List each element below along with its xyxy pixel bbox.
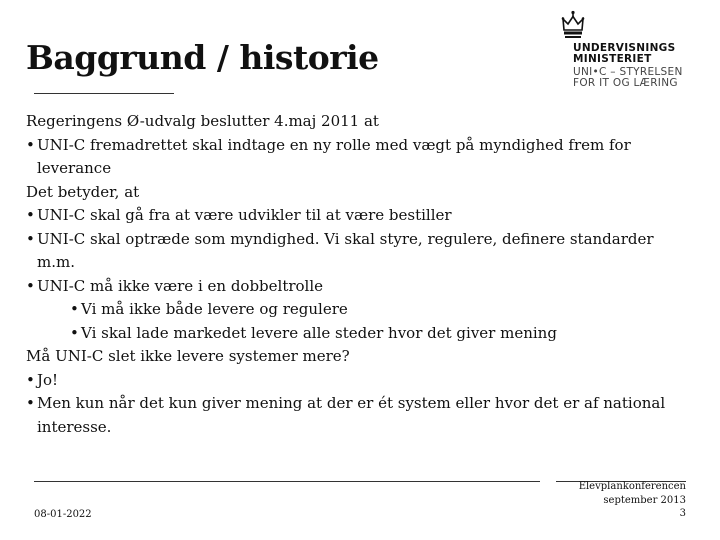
logo-line-3: UNI•C – STYRELSEN bbox=[573, 66, 683, 78]
bullet-item bbox=[26, 275, 696, 299]
bullet-glyph: • bbox=[70, 323, 79, 342]
bullet-item bbox=[26, 134, 696, 158]
body-text-line bbox=[26, 181, 696, 205]
bullet-item bbox=[26, 251, 696, 275]
footer-page-number: 3 bbox=[679, 508, 686, 519]
slide-title: Baggrund / historie bbox=[26, 38, 379, 77]
bullet-item bbox=[26, 392, 696, 416]
line-text: Det betyder, at bbox=[26, 182, 140, 201]
line-text: Men kun når det kun giver mening at der er ét system eller hvor det er af national bbox=[37, 394, 666, 412]
bullet-item bbox=[26, 416, 696, 440]
line-text: Må UNI-C slet ikke levere systemer mere? bbox=[26, 347, 350, 365]
line-text: interesse. bbox=[37, 417, 112, 436]
bullet-item bbox=[26, 369, 696, 393]
bullet-glyph: • bbox=[26, 276, 35, 295]
line-text: Regeringens Ø-udvalg beslutter 4.maj 2011 at bbox=[26, 112, 379, 130]
bullet-glyph: • bbox=[26, 370, 35, 389]
logo-line-4: FOR IT OG LÆRING bbox=[573, 77, 678, 89]
bullet-glyph: • bbox=[26, 229, 35, 248]
body-text-line bbox=[26, 345, 696, 369]
bullet-item bbox=[26, 322, 696, 346]
bullet-glyph: • bbox=[26, 135, 35, 154]
title-underline bbox=[34, 93, 174, 94]
footer-rule bbox=[34, 481, 540, 482]
logo-line-1: UNDERVISNINGS bbox=[573, 42, 676, 54]
line-text: Vi må ikke både levere og regulere bbox=[81, 300, 348, 318]
logo-line-2: MINISTERIET bbox=[573, 53, 652, 65]
line-text: UNI-C må ikke være i en dobbeltrolle bbox=[37, 276, 324, 295]
bullet-item bbox=[26, 298, 696, 322]
ministry-logo bbox=[555, 10, 695, 100]
bullet-glyph: • bbox=[26, 206, 35, 224]
footer-event bbox=[579, 480, 686, 521]
line-text: UNI-C skal gå fra at være udvikler til at være bestiller bbox=[37, 206, 452, 224]
footer-event-date: september 2013 bbox=[603, 494, 686, 506]
bullet-item bbox=[26, 157, 696, 181]
line-text: UNI-C fremadrettet skal indtage en ny rolle med vægt på myndighed frem for bbox=[37, 135, 631, 154]
bullet-item bbox=[26, 204, 696, 228]
slide-body bbox=[26, 110, 696, 439]
bullet-glyph: • bbox=[26, 394, 35, 412]
line-text: Jo! bbox=[37, 370, 59, 389]
footer-date: 08-01-2022 bbox=[34, 509, 92, 520]
line-text: Vi skal lade markedet levere alle steder hvor det giver mening bbox=[81, 323, 557, 342]
line-text: leverance bbox=[37, 159, 112, 177]
body-text-line bbox=[26, 110, 696, 134]
bullet-glyph: • bbox=[70, 300, 79, 318]
crown-icon bbox=[561, 10, 585, 40]
bullet-item bbox=[26, 228, 696, 252]
line-text: UNI-C skal optræde som myndighed. Vi skal styre, regulere, definere standarder bbox=[37, 229, 654, 248]
footer-event-name: Elevplankonferencen bbox=[578, 481, 686, 492]
line-text: m.m. bbox=[37, 253, 75, 271]
